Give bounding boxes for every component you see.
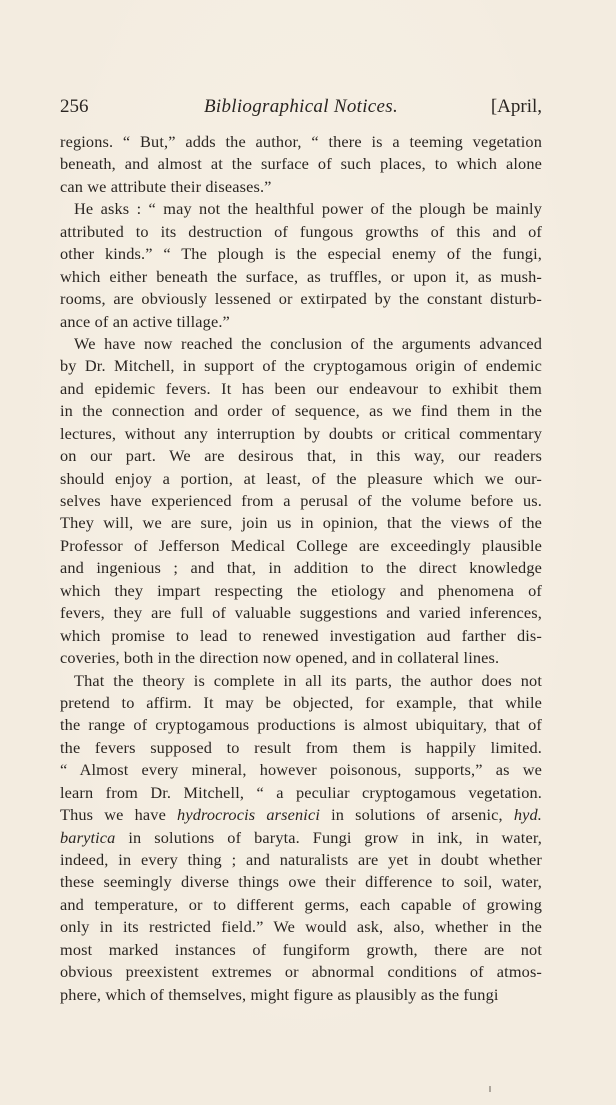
text-line: regions. “ But,” adds the author, “ there is a teeming vegetation (60, 132, 542, 151)
text-line: ance of an active tillage.” (60, 311, 230, 331)
text-line: Thus we have hydrocrocis arsenici in solutions of arsenic, hyd. (60, 805, 542, 825)
ink-speck (489, 1086, 491, 1092)
text-line: attributed to its destruction of fungous growths of this and of (60, 221, 542, 241)
text-line: indeed, in every thing ; and naturalists are yet in doubt whether (60, 850, 542, 869)
running-head (60, 96, 542, 122)
text-line: by Dr. Mitchell, in support of the cryptogamous origin of endemic (60, 356, 542, 376)
running-title: Bibliographical Notices. (203, 96, 399, 117)
text-line: can we attribute their diseases.” (60, 176, 272, 196)
text-line: which promise to lead to renewed investigation aud farther dis- (60, 625, 542, 645)
text-line: beneath, and almost at the surface of such places, to which alone (60, 154, 542, 174)
text-line: lectures, without any interruption by doubts or critical commentary (60, 423, 542, 443)
paragraph (60, 198, 542, 333)
body-text (60, 131, 542, 1006)
text-line: and ingenious ; and that, in addition to the direct knowledge (60, 558, 542, 578)
text-line: which either beneath the surface, as truffles, or upon it, as mush- (60, 266, 542, 286)
text-line: and epidemic fevers. It has been our endeavour to exhibit them (60, 378, 542, 398)
running-date: [April, (490, 96, 542, 117)
text-line: selves have experienced from a perusal of the volume before us. (60, 491, 542, 510)
text-line: Professor of Jefferson Medical College are exceedingly plausible (60, 535, 542, 555)
text-line: on our part. We are desirous that, in this way, our readers (60, 446, 542, 466)
text-line: and temperature, or to different germs, each capable of growing (60, 894, 542, 914)
text-line: the fevers supposed to result from them is happily limited. (60, 737, 542, 757)
text-line: rooms, are obviously lessened or extirpated by the constant disturb- (60, 289, 542, 309)
text-line: pretend to affirm. It may be objected, for example, that while (60, 692, 542, 712)
text-line: only in its restricted field.” We would ask, also, whether in the (60, 917, 542, 937)
text-line: They will, we are sure, join us in opinion, that the views of the (60, 513, 542, 533)
text-line: obvious preexistent extremes or abnormal conditions of atmos- (60, 962, 542, 982)
text-line: which they impart respecting the etiology and phenomena of (60, 580, 542, 600)
text-line: other kinds.” “ The plough is the especial enemy of the fungi, (60, 244, 542, 264)
text-line: in the connection and order of sequence, as we find them in the (60, 401, 542, 421)
paragraph (60, 333, 542, 670)
text-line: coveries, both in the direction now opened, and in collateral lines. (60, 648, 500, 668)
text-line: should enjoy a portion, at least, of the pleasure which we our- (60, 468, 542, 488)
page-number: 256 (60, 96, 89, 117)
text-line: fevers, they are full of valuable suggestions and varied inferences, (60, 603, 542, 623)
text-line: learn from Dr. Mitchell, “ a peculiar cryptogamous vegetation. (60, 782, 542, 802)
text-line: the range of cryptogamous productions is almost ubiquitary, that of (60, 715, 542, 735)
text-line: We have now reached the conclusion of the arguments advanced (74, 333, 542, 353)
paragraph (60, 670, 542, 1007)
text-line: That the theory is complete in all its parts, the author does not (74, 670, 542, 690)
text-line: these seemingly diverse things owe their difference to soil, water, (60, 872, 542, 892)
text-line: barytica in solutions of baryta. Fungi grow in ink, in water, (60, 827, 542, 847)
text-line: phere, which of themselves, might figure as plausibly as the fungi (60, 984, 499, 1004)
text-line: most marked instances of fungiform growth, there are not (60, 939, 542, 959)
paragraph (60, 131, 542, 198)
text-line: He asks : “ may not the healthful power of the plough be mainly (74, 199, 542, 219)
text-line: “ Almost every mineral, however poisonous, supports,” as we (60, 760, 542, 780)
